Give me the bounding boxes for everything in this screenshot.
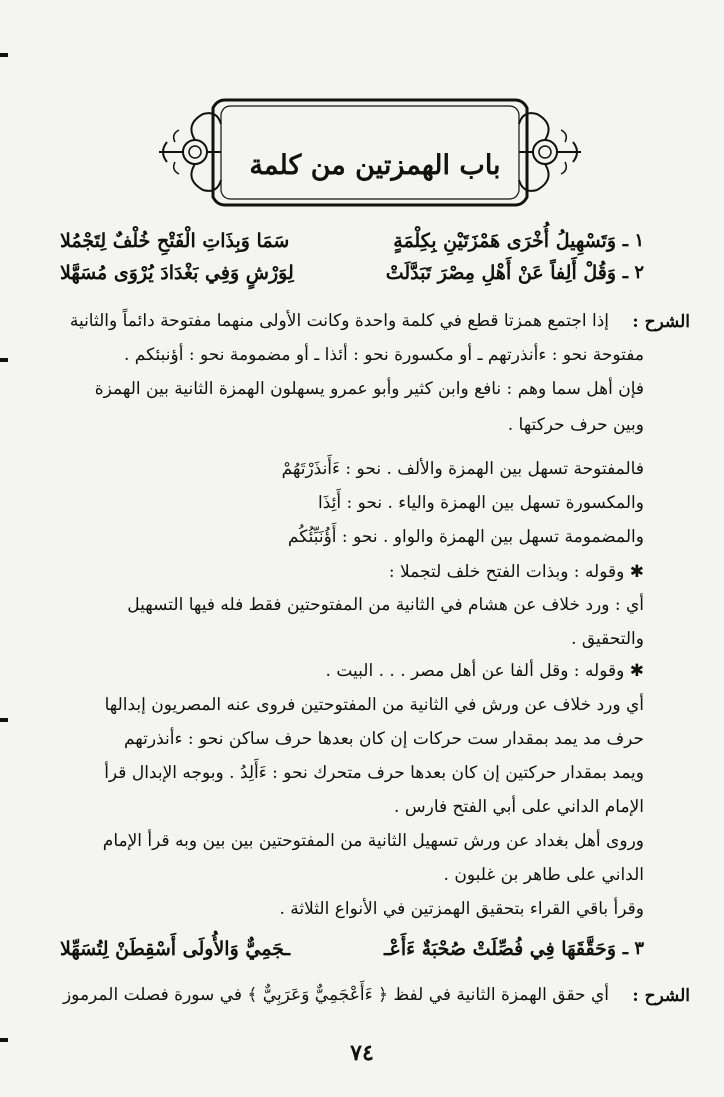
verse-line bbox=[60, 260, 644, 294]
commentary-line: والتحقيق . bbox=[571, 629, 644, 649]
verse-line bbox=[60, 936, 644, 970]
commentary-line: مفتوحة نحو : ءأنذرتهم ـ أو مكسورة نحو : أئذا ـ أو مضمومة نحو : أؤنبئكم . bbox=[123, 345, 644, 365]
commentary-line: ويمد بمقدار حركتين إن كان بعدها حرف متحرك نحو : ءَأَلِدُ . وبوجه الإبدال قرأ bbox=[104, 763, 644, 783]
chapter-title: باب الهمزتين من كلمة bbox=[249, 150, 501, 181]
commentary-line: فالمفتوحة تسهل بين الهمزة والألف . نحو : ءَأَنذَرْتَهُمْ bbox=[281, 459, 644, 479]
verse-hemistich-first: وَتَسْهِيلُ أُخْرَى هَمْزَتَيْنِ بِكِلْمَةٍ bbox=[393, 230, 616, 252]
commentary-line: أي ورد خلاف عن ورش في الثانية من المفتوحتين فروى عنه المصريون إبدالها bbox=[104, 695, 644, 715]
sharh-label: الشرح : bbox=[632, 312, 690, 332]
verse-number: ١ ـ bbox=[622, 230, 644, 251]
verse-hemistich-first: وَحَقَّقَهَا فِي فُصِّلَتْ صُحْبَةٌ ءَأَعْـ bbox=[383, 938, 616, 960]
margin-mark bbox=[0, 358, 8, 362]
commentary-line: الداني على طاهر بن غلبون . bbox=[443, 865, 644, 885]
commentary-line: أي : ورد خلاف عن هشام في الثانية من المفتوحتين فقط فله فيها التسهيل bbox=[127, 595, 644, 615]
verse-hemistich-second: لِوَرْشٍ وَفِي بَغْدَادَ يُرْوَى مُسَهَّلا bbox=[60, 262, 294, 284]
commentary-line: وقرأ باقي القراء بتحقيق الهمزتين في الأنواع الثلاثة . bbox=[279, 899, 644, 919]
page-number: ٧٤ bbox=[350, 1040, 374, 1066]
commentary-line: حرف مد يمد بمقدار ست حركات إن كان بعدها حرف ساكن نحو : ءأنذرتهم bbox=[123, 729, 644, 749]
commentary-line: فإن أهل سما وهم : نافع وابن كثير وأبو عمرو يسهلون الهمزة الثانية بين الهمزة bbox=[94, 379, 644, 399]
sharh-label: الشرح : bbox=[632, 986, 690, 1006]
verse-hemistich-second: سَمَا وَبِذَاتِ الْفَتْحِ خُلْفٌ لِتَجْمُلا bbox=[60, 230, 290, 252]
commentary-line: والمكسورة تسهل بين الهمزة والياء . نحو : أَئِذَا bbox=[317, 493, 644, 513]
commentary-line: أي حقق الهمزة الثانية في لفظ ﴿ ءَأَعْجَمِيٌّ وَعَرَبِيٌّ ﴾ في سورة فصلت المرموز bbox=[62, 985, 609, 1005]
commentary-line: وبين حرف حركتها . bbox=[507, 415, 644, 435]
verse-number: ٣ ـ bbox=[622, 938, 644, 959]
verse-hemistich-first: وَقُلْ أَلِفاً عَنْ أَهْلِ مِصْرَ تَبَدَّلَتْ bbox=[385, 262, 616, 284]
note-line: ✱ وقوله : وبذات الفتح خلف لتجملا : bbox=[388, 562, 644, 582]
margin-mark bbox=[0, 53, 8, 57]
commentary-line: الإمام الداني على أبي الفتح فارس . bbox=[394, 797, 644, 817]
commentary-line: والمضمومة تسهل بين الهمزة والواو . نحو : أَؤُنَبِّئُكُم bbox=[287, 527, 644, 547]
verse-hemistich-second: ـجَمِيٌّ وَالأُولَى أَسْقِطَنْ لِتُسَهِّلا bbox=[60, 938, 291, 960]
note-line: ✱ وقوله : وقل ألفا عن أهل مصر . . . البيت . bbox=[325, 661, 644, 681]
margin-mark bbox=[0, 718, 8, 722]
verse-number: ٢ ـ bbox=[622, 262, 644, 283]
commentary-line: وروى أهل بغداد عن ورش تسهيل الثانية من المفتوحتين بين بين وبه قرأ الإمام bbox=[102, 831, 644, 851]
commentary-line: إذا اجتمع همزتا قطع في كلمة واحدة وكانت الأولى منهما مفتوحة دائماً والثانية bbox=[69, 311, 609, 331]
verse-line bbox=[60, 228, 644, 262]
